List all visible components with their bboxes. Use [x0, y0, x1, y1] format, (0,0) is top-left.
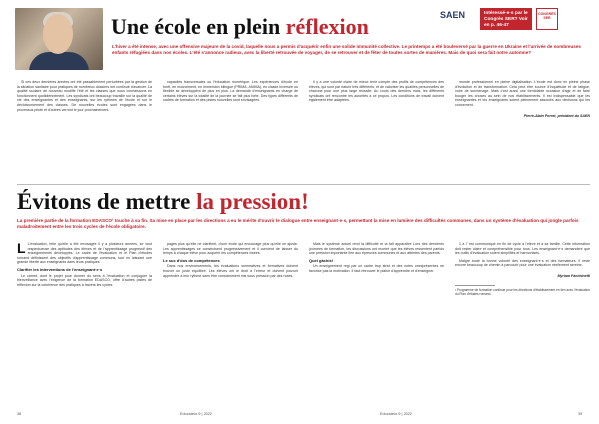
dropcap-letter: L	[17, 242, 26, 256]
author-photo	[15, 8, 103, 70]
article1-column-4	[455, 80, 590, 180]
right-magazine-label: Educateur 6 | 2022	[380, 412, 413, 416]
article2-col2-p1: pages plus qu'elle ne clarifient, d'une école qui encourage plus qu'elle ne ajuste. Les apprentissages se construisent progressivement et il convient de laisser du temps à chaque élève pour acquérir les compétences visées.	[163, 242, 298, 256]
article2-col3-p1: Mais le système actuel rend la difficulté et la fait apparaître Lors des dernières journées de formation, les discussions ont montré que les élèves ressentent parfois une pression importante liée aux épreuves communes et aux attentes des parents.	[309, 242, 444, 256]
article1-intro: L'hiver a été intense, avec une offensive majeure de la covid, laquelle nous a permis d'acquérir enfin une solide immunité collective. Le printemps a été bouleversé par la guerre en Ukraine et l'arrivée de nombreuses enfants réfugiées dans nos écoles. L'été s'annonce radieux, avec la liberté retrouvée de voyager, de se retrouver et de fêter de toutes sortes de manières. Mais de quoi sera fait notre automne?	[112, 44, 581, 55]
article2-title: Évitons de mettre la pression!	[17, 189, 309, 214]
article2-col3-p2: Un enseignement régi par un cadre trop strict et des notes omniprésentes ne favorise pas la motivation. Il faut retrouver le plaisir d'apprendre et d'enseigner.	[309, 264, 444, 273]
congress-logo: CONGRÈS SER	[536, 8, 558, 30]
article2-column-4	[455, 242, 590, 407]
footnote-rule	[455, 285, 495, 286]
article2-intro: La première partie de la formation EDASCO¹ touche à sa fin. Sa mise en place par les directions a eu le mérite d'ouvrir le dialogue entre enseignant·e·s, permettant la mise en lumière des difficultés communes, dans un système d'évaluation qui jongle parfois maladroitement entre les trois cycles de l'école obligatoire.	[17, 218, 579, 229]
right-page-number: 39	[578, 412, 583, 416]
article2-signature: Myriam Facchinetti	[557, 273, 590, 278]
section-divider	[17, 184, 590, 185]
article1-signature: Pierre-Alain Porret, président du SAEN	[523, 113, 590, 118]
congress-badge[interactable]	[480, 8, 595, 30]
article1-col2-text: capacités transversales ou l'éducation numérique. Les expériences d'école en forêt, en mouvement, en immersion bilingue (PRIMA, ANIMA), en classe inversée ou flexible se développent de plus en plus. La demande d'enseignants en charge de certains élèves sur la totalité de la journée se fait plus forte. Des types différents de cadres de formation et des pistes nouvelles sont envisagées.	[163, 80, 298, 103]
article2-col1-p1: L'évaluation, telle qu'elle a été envisagée il y a plusieurs années, se veut respectueuse des aptitudes des élèves et de l'apprentissage progressif des enseignements développés. Le cadre de l'évaluation et le Plan d'études romand définissent des objectifs d'apprentissage communs, tout en laissant une grande liberté aux enseignants dans leurs pratiques.	[17, 242, 152, 265]
article1-col4-text: monde professionnel en pleine digitalisation. L'école est donc en pleine phase d'évolution et de transformation. Cela peut être source d'inquiétude et de fatigue, voire de surmenage. Mais c'est aussi une formidable occasion d'agir et de faire bouger les choses au sein de nos établissements. Il est indispensable que les enseignantes et les enseignants soient pleinement associés aux décisions qui les concernent.	[455, 80, 590, 107]
article2-col1-heading: Clarifier les interventions de l'enseignant·e·s	[17, 266, 103, 272]
article1-col3-text: Il y a une volonté claire de mieux tenir compte des profils de compétences des élèves, qui sont par nature très différents, et de valoriser les qualités personnelles de chacune pour une plus large réussite. Au cours des derniers mois, les différents syndicats ont rencontré les autorités à ce propos. Les conditions de travail doivent également être adaptées.	[309, 80, 444, 103]
article2-col2-p2: Dans nos environnements, les évaluations sommatives et formatives doivent trouver un juste équilibre. Les élèves ont le droit à l'erreur et doivent pouvoir apprendre à leur rythme sans être constamment mis sous pression par des notes.	[163, 264, 298, 278]
article1-column-2	[163, 80, 298, 180]
article2-col1-p2: Le carnet, dont le projet pour donner du sens à l'évaluation et conjuguer la bienveillance avec l'exigence de la formation EDASCO, offre d'autres pistes de réflexion sur la cohérence des pratiques à travers les cycles.	[17, 273, 152, 287]
left-magazine-label: Educateur 6 | 2022	[180, 412, 213, 416]
article2-column-2	[163, 242, 298, 407]
article2-col3-heading: Quel gâchis!	[309, 257, 334, 263]
article1-col1-text: Si ces deux dernières années ont été passablement perturbées par la gestion de la situation sanitaire pour pratiques de nombreux dossiers ont continué d'avancer. La qualité scolaire de nouveau modifié l'été et les classes que nous connaissons en fonctionnent quotidiennement. Les syndicats ont beaucoup travaillé sur la qualité de vie des enseignantes et des enseignants, sur les rythmes de l'école et sur le décloisonnement des classes. De nouvelles écoles sont engagées dans le processus pilote et d'autres verront le jour prochainement.	[17, 80, 152, 112]
article2-col4-p2: Malgré toute la bonne volonté des enseignant·e·s et des formateurs, il reste encore beaucoup de chemin à parcourir pour une évaluation réellement sereine.	[455, 258, 590, 268]
article1-title: Une école en plein réflexion	[111, 14, 369, 39]
saen-logo: SAEN	[440, 10, 466, 20]
article1-column-1	[17, 80, 152, 180]
left-page-number: 38	[17, 412, 22, 416]
article2-column-1	[17, 242, 152, 407]
article2-col4-p1: 1 à 7 est communiqué en fin de cycle à l'élève et à sa famille. Cette information doit rester claire et compréhensible pour tous. Les enseignant·e·s demandent que les outils d'évaluation soient simplifiés et harmonisés.	[455, 242, 590, 256]
article1-column-3	[309, 80, 444, 180]
article2-column-3	[309, 242, 444, 407]
article2-col2-heading: Le suc d'dos de compétences	[163, 257, 220, 263]
congress-badge-text[interactable]: Intéressé·e·s par le Congrès SER? Voir en p. 46-47	[480, 8, 532, 30]
article2-footnote: ¹ Programme de formation continue pour les directions d'établissement en lien avec l'évaluation du Plan d'études romand.	[455, 288, 590, 297]
